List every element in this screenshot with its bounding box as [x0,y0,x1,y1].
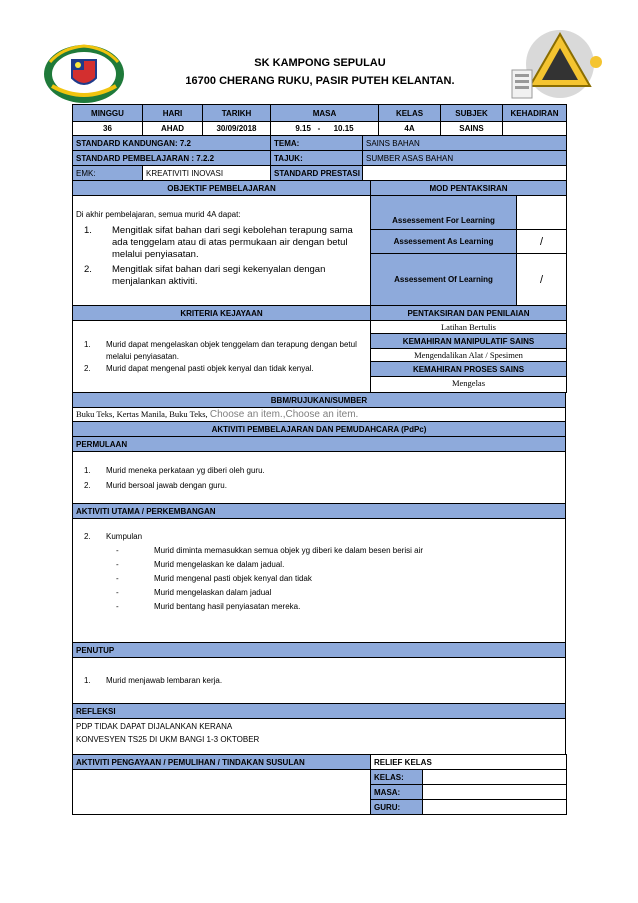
pentaksiran-heading: PENTAKSIRAN DAN PENILAIAN [371,306,567,321]
permulaan-table [72,436,566,504]
aktiviti-pdpc-heading: AKTIVITI PEMBELAJARAN DAN PEMUDAHCARA (PdPc) [73,422,566,437]
pentaksiran-value: Latihan Bertulis [371,321,567,334]
objektif-body [73,196,371,306]
susulan-heading: AKTIVITI PENGAYAAN / PEMULIHAN / TINDAKAN SUSULAN [73,755,371,770]
refleksi-body [73,719,566,755]
school-name: SK KAMPONG SEPULAU [254,57,386,69]
proses-heading: KEMAHIRAN PROSES SAINS [371,362,567,377]
standard-prestasi-label: STANDARD PRESTASI [271,166,363,181]
permulaan-item-number: 1. [84,465,91,475]
aktiviti-utama-table [72,503,566,643]
mod-for-learning-label: Assessement For Learning [371,196,517,230]
aktiviti-utama-subitem [76,586,562,600]
standard-pembelajaran-label: STANDARD PEMBELAJARAN : 7.2.2 [73,151,271,166]
kriteria-item [76,363,367,375]
mod-for-learning-mark [517,196,567,230]
aktiviti-utama-subitem [76,572,562,586]
standard-prestasi-value [363,166,567,181]
dash-bullet: - [116,602,119,611]
aktiviti-utama-subitem-text: Murid mengelaskan dalam jadual [154,588,272,597]
penutup-item-text: Murid menjawab lembaran kerja. [106,675,223,685]
objektif-item-number: 1. [84,225,92,236]
kriteria-item-number: 2. [84,363,91,373]
value-masa: 9.15 - 10.15 [271,122,379,136]
permulaan-body [73,452,566,504]
manipulatif-heading: KEMAHIRAN MANIPULATIF SAINS [371,334,567,349]
aktiviti-utama-item [76,529,562,544]
tema-label: TEMA: [271,136,363,151]
tajuk-label: TAJUK: [271,151,363,166]
aktiviti-utama-subitem-text: Murid mengelaskan ke dalam jadual. [154,560,285,569]
mod-as-learning-mark: / [517,230,567,254]
mod-of-learning-mark: / [517,254,567,306]
aktiviti-utama-subitem-text: Murid bentang hasil penyiasatan mereka. [154,602,301,611]
dash-bullet: - [116,574,119,583]
tajuk-value: SUMBER ASAS BAHAN [363,151,567,166]
aktiviti-utama-item-text: Kumpulan [106,532,143,541]
aktiviti-utama-heading: AKTIVITI UTAMA / PERKEMBANGAN [73,504,566,519]
relief-guru-value [423,800,567,815]
value-subjek: SAINS [441,122,503,136]
aktiviti-utama-body [73,519,566,643]
header-tarikh: TARIKH [203,105,271,122]
refleksi-table [72,703,566,755]
bbm-value: Buku Teks, Kertas Manila, Buku Teks, [76,409,208,419]
aktiviti-utama-subitem-text: Murid diminta memasukkan semua objek yg diberi ke dalam besen berisi air [154,546,424,555]
permulaan-item-text: Murid bersoal jawab dengan guru. [106,480,227,490]
penutup-table [72,642,566,704]
permulaan-item-text: Murid meneka perkataan yg diberi oleh guru. [106,465,265,475]
info-value-row [73,122,567,136]
bbm-heading: BBM/RUJUKAN/SUMBER [73,393,566,408]
header-masa: MASA [271,105,379,122]
objektif-item-number: 2. [84,264,92,275]
kriteria-item-text: Murid dapat mengelaskan objek tenggelam dan terapung dengan betul melalui penyiasatan. [106,339,357,361]
bbm-choose-item-placeholder[interactable]: Choose an item.,Choose an item. [209,409,359,420]
dash-bullet: - [116,546,119,555]
aktiviti-utama-subitem-text: Murid mengenal pasti objek kenyal dan tidak [154,574,312,583]
relief-guru-label: GURU: [371,800,423,815]
objektif-intro: Di akhir pembelajaran, semua murid 4A dapat: [76,210,241,219]
value-kelas: 4A [379,122,441,136]
school-address: 16700 CHERANG RUKU, PASIR PUTEH KELANTAN. [185,75,455,87]
program-emblem-logo [508,26,606,104]
penutup-body [73,658,566,704]
value-hari: AHAD [143,122,203,136]
school-header [150,54,490,90]
dash-bullet: - [116,560,119,569]
emk-label: EMK: [73,166,143,181]
school-crest-logo [42,42,126,106]
value-minggu: 36 [73,122,143,136]
relief-kelas-label: KELAS: [371,770,423,785]
bbm-table [72,392,566,437]
refleksi-heading: REFLEKSI [73,704,566,719]
aktiviti-utama-item-number: 2. [84,532,91,541]
aktiviti-utama-subitem [76,544,562,558]
lesson-plan-document [72,104,566,815]
value-kehadiran [503,122,567,136]
header-hari: HARI [143,105,203,122]
relief-kelas-value [423,770,567,785]
kriteria-body [73,321,371,393]
objektif-item [76,264,367,288]
standards-table [72,135,567,181]
objektif-item [76,225,367,261]
refleksi-line-2: KONVESYEN TS25 DI UKM BANGI 1-3 OKTOBER [76,735,260,744]
mod-of-learning-label: Assessement Of Learning [371,254,517,306]
objektif-item-text: Mengitlak sifat bahan dari segi kekenyalan dengan menjalankan aktiviti. [112,264,326,287]
relief-masa-value [423,785,567,800]
aktiviti-utama-subitem [76,558,562,572]
permulaan-item [76,463,562,478]
mod-pentaksiran-heading: MOD PENTAKSIRAN [371,181,567,196]
bbm-body [73,408,566,422]
emk-value: KREATIVITI INOVASI [143,166,271,181]
header-kehadiran: KEHADIRAN [503,105,567,122]
relief-kelas-heading: RELIEF KELAS [371,755,567,770]
susulan-body [73,770,371,815]
proses-value: Mengelas [371,377,567,393]
kriteria-heading: KRITERIA KEJAYAAN [73,306,371,321]
penutup-item-number: 1. [84,675,91,685]
dash-bullet: - [116,588,119,597]
permulaan-item-number: 2. [84,480,91,490]
kriteria-item-number: 1. [84,339,91,349]
standard-kandungan-label: STANDARD KANDUNGAN: 7.2 [73,136,271,151]
susulan-table [72,754,567,815]
objektif-item-text: Mengitlak sifat bahan dari segi kebolehan terapung sama ada tenggelam atau di atas permukaan air dengan betul melalui penyiasatan. [112,225,353,260]
tema-value: SAINS BAHAN [363,136,567,151]
info-table [72,104,567,136]
manipulatif-value: Mengendalikan Alat / Spesimen [371,349,567,362]
relief-masa-label: MASA: [371,785,423,800]
kriteria-item-text: Murid dapat mengenal pasti objek kenyal dan tidak kenyal. [106,363,314,373]
info-header-row [73,105,567,122]
mod-as-learning-label: Assessement As Learning [371,230,517,254]
objektif-heading: OBJEKTIF PEMBELAJARAN [73,181,371,196]
penutup-heading: PENUTUP [73,643,566,658]
permulaan-item [76,478,562,493]
header-subjek: SUBJEK [441,105,503,122]
header-minggu: MINGGU [73,105,143,122]
penutup-item [76,675,562,687]
refleksi-line-1: PDP TIDAK DAPAT DIJALANKAN KERANA [76,722,233,731]
value-tarikh: 30/09/2018 [203,122,271,136]
aktiviti-utama-subitem [76,600,562,614]
objektif-table [72,180,567,306]
kriteria-table [72,305,567,393]
kriteria-item [76,339,367,363]
permulaan-heading: PERMULAAN [73,437,566,452]
header-kelas: KELAS [379,105,441,122]
